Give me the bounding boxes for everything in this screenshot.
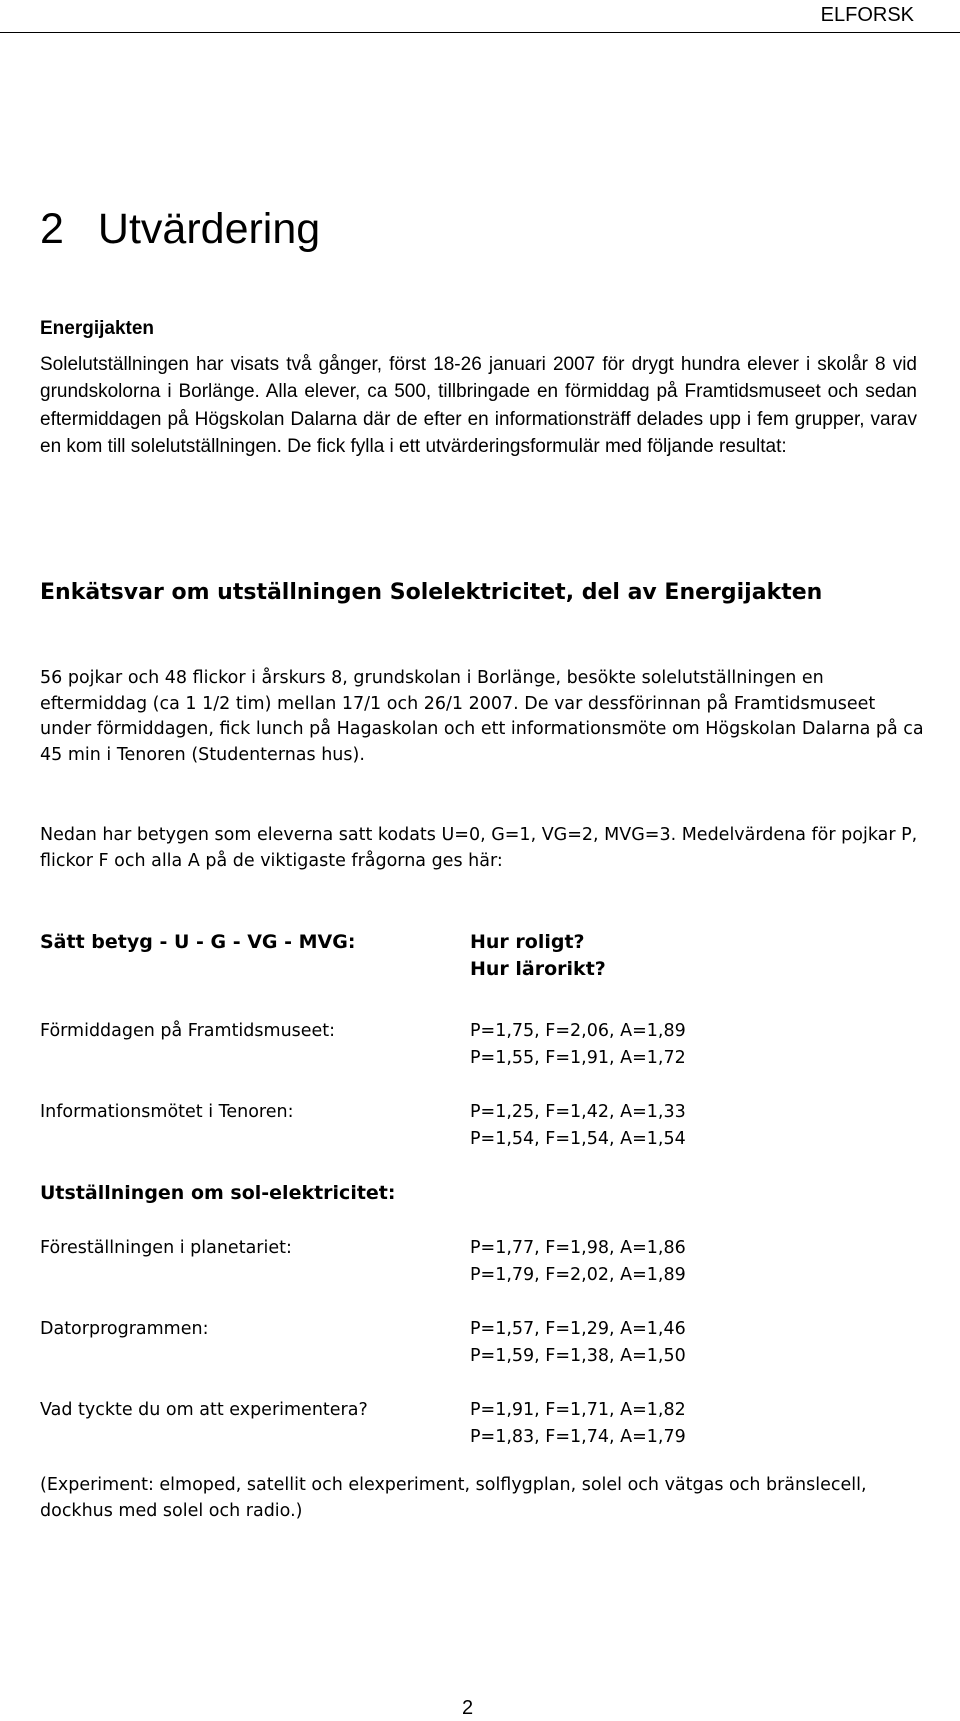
rating-label: Datorprogrammen: bbox=[40, 1319, 209, 1339]
rating-fun-value: P=1,91, F=1,71, A=1,82 bbox=[470, 1400, 686, 1420]
subsection-heading: Utställningen om sol-elektricitet: bbox=[40, 1182, 396, 1204]
rating-fun-value: P=1,25, F=1,42, A=1,33 bbox=[470, 1102, 686, 1122]
chapter-title bbox=[40, 203, 320, 255]
survey-paragraph-1: 56 pojkar och 48 flickor i årskurs 8, grundskolan i Borlänge, besökte solelutställningen en eftermiddag (ca 1 1/2 tim) mellan 17/1 och 26/1 2007. De var dessförinnan på Framtidsmuseet under förmiddagen, fick lunch på Hagaskolan och ett informationsmöte om Högskolan Dalarna på ca 45 min i Tenoren (Studenternas hus). bbox=[40, 668, 924, 765]
survey-heading: Enkätsvar om utställningen Solelektricitet, del av Energijakten bbox=[40, 580, 823, 605]
rating-label: Förmiddagen på Framtidsmuseet: bbox=[40, 1021, 336, 1041]
rating-label: Informationsmötet i Tenoren: bbox=[40, 1102, 294, 1122]
rating-fun-value: P=1,57, F=1,29, A=1,46 bbox=[470, 1319, 686, 1339]
rating-values bbox=[470, 1099, 686, 1153]
section-heading: Energijakten bbox=[40, 318, 155, 339]
running-header bbox=[0, 0, 960, 33]
rating-label: Föreställningen i planetariet: bbox=[40, 1238, 292, 1258]
survey-paragraph-2: Nedan har betygen som eleverna satt kodats U=0, G=1, VG=2, MVG=3. Medelvärdena för pojkar P, flickor F och alla A på de viktigaste frågorna ges här: bbox=[40, 825, 918, 871]
rating-fun-value: P=1,77, F=1,98, A=1,86 bbox=[470, 1238, 686, 1258]
header-text: ELFORSK bbox=[820, 4, 914, 26]
intro-paragraph: Solelutställningen har visats två gånger, först 18-26 januari 2007 för drygt hundra elever i skolår 8 vid grundskolorna i Borlänge. Alla elever, ca 500, tillbringade en förmiddag på Framtidsmuseet och sedan eftermiddagen på Högskolan Dalarna där de efter en informationsträff delades upp i fem grupper, varav en kom till solelutställningen. De fick fylla i ett utvärderingsformulär med följande resultat: bbox=[40, 354, 917, 457]
rating-educational-value: P=1,83, F=1,74, A=1,79 bbox=[470, 1427, 686, 1447]
chapter-title-text: Utvärdering bbox=[97, 204, 321, 253]
question-educational: Hur lärorikt? bbox=[470, 958, 606, 980]
ratings-header-label: Sätt betyg - U - G - VG - MVG: bbox=[40, 931, 356, 953]
rating-values bbox=[470, 1235, 686, 1289]
rating-educational-value: P=1,54, F=1,54, A=1,54 bbox=[470, 1129, 686, 1149]
rating-values bbox=[470, 1316, 686, 1370]
rating-label: Vad tyckte du om att experimentera? bbox=[40, 1400, 368, 1420]
rating-educational-value: P=1,59, F=1,38, A=1,50 bbox=[470, 1346, 686, 1366]
rating-values bbox=[470, 1018, 686, 1072]
question-fun: Hur roligt? bbox=[470, 931, 585, 953]
page-number: 2 bbox=[462, 1697, 474, 1719]
rating-values bbox=[470, 1397, 686, 1451]
rating-educational-value: P=1,79, F=2,02, A=1,89 bbox=[470, 1265, 686, 1285]
question-labels bbox=[470, 929, 606, 983]
rating-educational-value: P=1,55, F=1,91, A=1,72 bbox=[470, 1048, 686, 1068]
footnote: (Experiment: elmoped, satellit och elexperiment, solflygplan, solel och vätgas och bränslecell, dockhus med solel och radio.) bbox=[40, 1475, 867, 1521]
rating-fun-value: P=1,75, F=2,06, A=1,89 bbox=[470, 1021, 686, 1041]
chapter-number: 2 bbox=[40, 204, 64, 253]
